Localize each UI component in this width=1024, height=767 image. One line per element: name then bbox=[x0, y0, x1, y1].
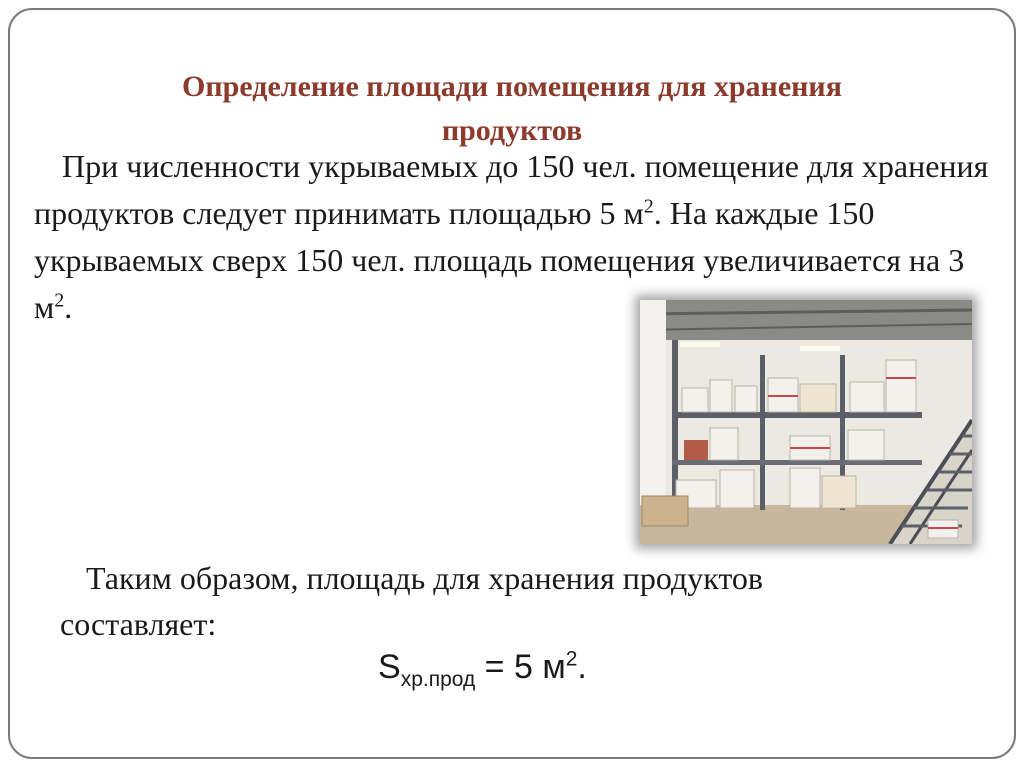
paragraph-sup-1: 2 bbox=[643, 195, 654, 218]
shelf-board bbox=[672, 412, 922, 418]
ceiling-light bbox=[680, 342, 720, 347]
paragraph-sup-2: 2 bbox=[54, 289, 65, 312]
shelf-post bbox=[760, 355, 765, 510]
conclusion-line-2: составляет: bbox=[60, 606, 217, 642]
formula-sup: 2 bbox=[565, 647, 578, 671]
title-line-1: Определение площади помещения для хранения bbox=[182, 70, 842, 103]
title-line-2: продуктов bbox=[441, 114, 583, 147]
formula-end: . bbox=[577, 648, 587, 686]
ceiling bbox=[640, 300, 972, 340]
paragraph-part-3: . bbox=[64, 289, 73, 325]
storage-room-illustration bbox=[640, 300, 972, 544]
conclusion-line-1: Таким образом, площадь для хранения продуктов bbox=[86, 560, 764, 596]
slide-title bbox=[30, 65, 994, 153]
ceiling-light bbox=[800, 346, 840, 351]
storage-room-photo bbox=[640, 300, 972, 544]
paragraph-part-2: . На каждые 150 укрываемых сверх 150 чел. площадь помещения увеличивается на 3 м bbox=[34, 195, 965, 325]
formula-symbol: S bbox=[378, 648, 401, 686]
shelf-board bbox=[672, 460, 922, 465]
area-formula bbox=[378, 647, 587, 691]
formula-subscript: хр.прод bbox=[400, 668, 476, 691]
paragraph-part-1: При численности укрываемых до 150 чел. помещение для хранения продуктов следует принимать площадью 5 м bbox=[34, 148, 989, 231]
conclusion-text bbox=[60, 555, 960, 647]
formula-equals: = 5 м bbox=[475, 648, 566, 686]
